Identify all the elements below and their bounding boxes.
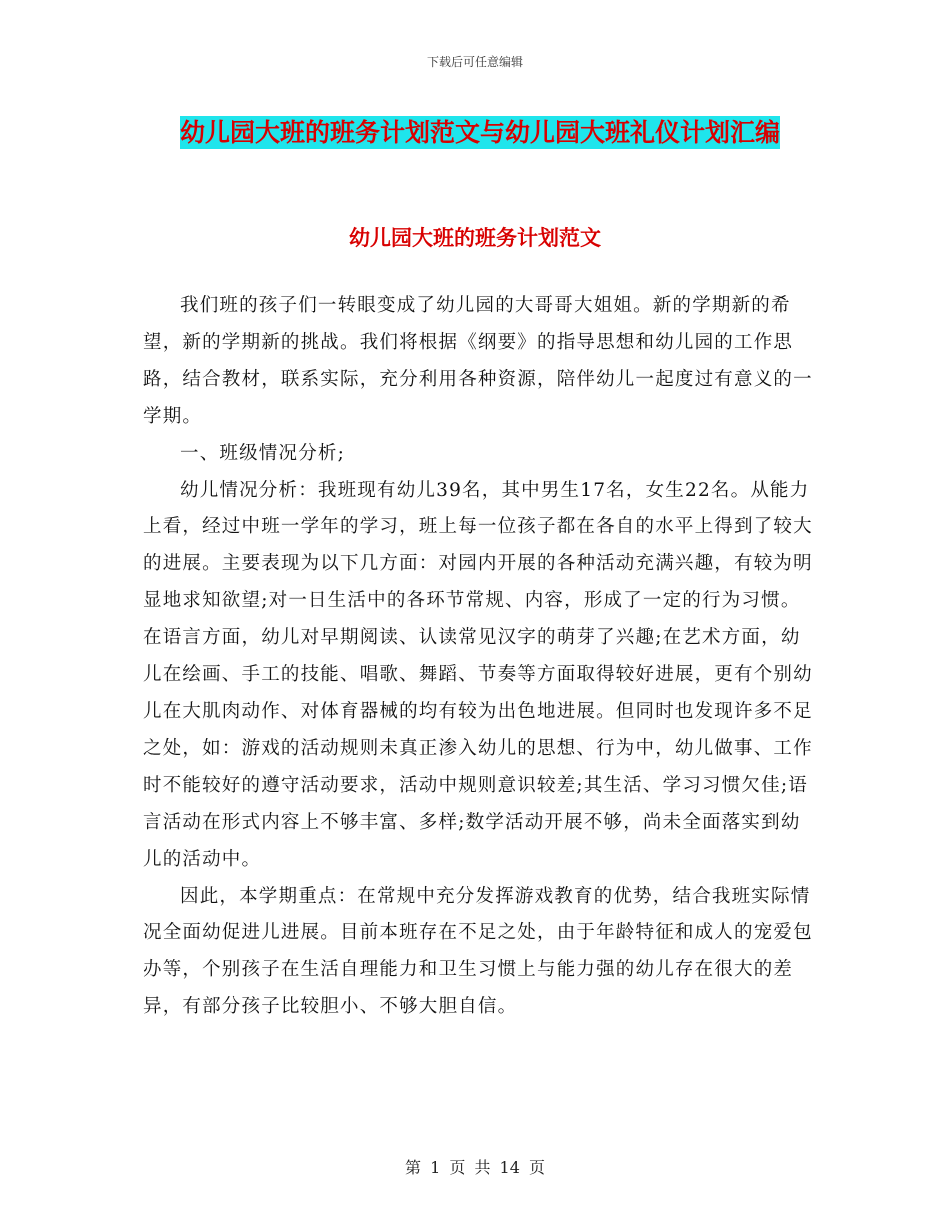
- section-title: 幼儿园大班的班务计划范文: [349, 226, 601, 250]
- body-paragraph: 我们班的孩子们一转眼变成了幼儿园的大哥哥大姐姐。新的学期新的希望，新的学期新的挑战。我们将根据《纲要》的指导思想和幼儿园的工作思路，结合教材，联系实际，充分利用各种资源，陪伴幼儿一起度过有意义的一学期。: [143, 295, 813, 427]
- page-footer-number: 第 1 页 共 14 页: [405, 1158, 545, 1177]
- document-body: [143, 288, 813, 1026]
- page-header-note: 下载后可任意编辑: [426, 55, 523, 69]
- body-paragraph: 幼儿情况分析：我班现有幼儿39名，其中男生17名，女生22名。从能力上看，经过中班一学年的学习，班上每一位孩子都在各自的水平上得到了较大的进展。主要表现为以下几方面：对园内开展的各种活动充满兴趣，有较为明显地求知欲望;对一日生活中的各环节常规、内容，形成了一定的行为习惯。在语言方面，幼儿对早期阅读、认读常见汉字的萌芽了兴趣;在艺术方面，幼儿在绘画、手工的技能、唱歌、舞蹈、节奏等方面取得较好进展，更有个别幼儿在大肌肉动作、对体育器械的均有较为出色地进展。但同时也发现许多不足之处，如：游戏的活动规则未真正渗入幼儿的思想、行为中，幼儿做事、工作时不能较好的遵守活动要求，活动中规则意识较差;其生活、学习习惯欠佳;语言活动在形式内容上不够丰富、多样;数学活动开展不够，尚未全面落实到幼儿的活动中。: [143, 479, 813, 870]
- main-title-text: 幼儿园大班的班务计划范文与幼儿园大班礼仪计划汇编: [179, 118, 780, 147]
- document-main-title: [140, 108, 820, 158]
- body-paragraph: 一、班级情况分析;: [180, 442, 346, 464]
- body-paragraph: 因此，本学期重点：在常规中充分发挥游戏教育的优势，结合我班实际情况全面幼促进儿进展。目前本班存在不足之处，由于年龄特征和成人的宠爱包办等，个别孩子在生活自理能力和卫生习惯上与能力强的幼儿存在很大的差异，有部分孩子比较胆小、不够大胆自信。: [143, 885, 813, 1018]
